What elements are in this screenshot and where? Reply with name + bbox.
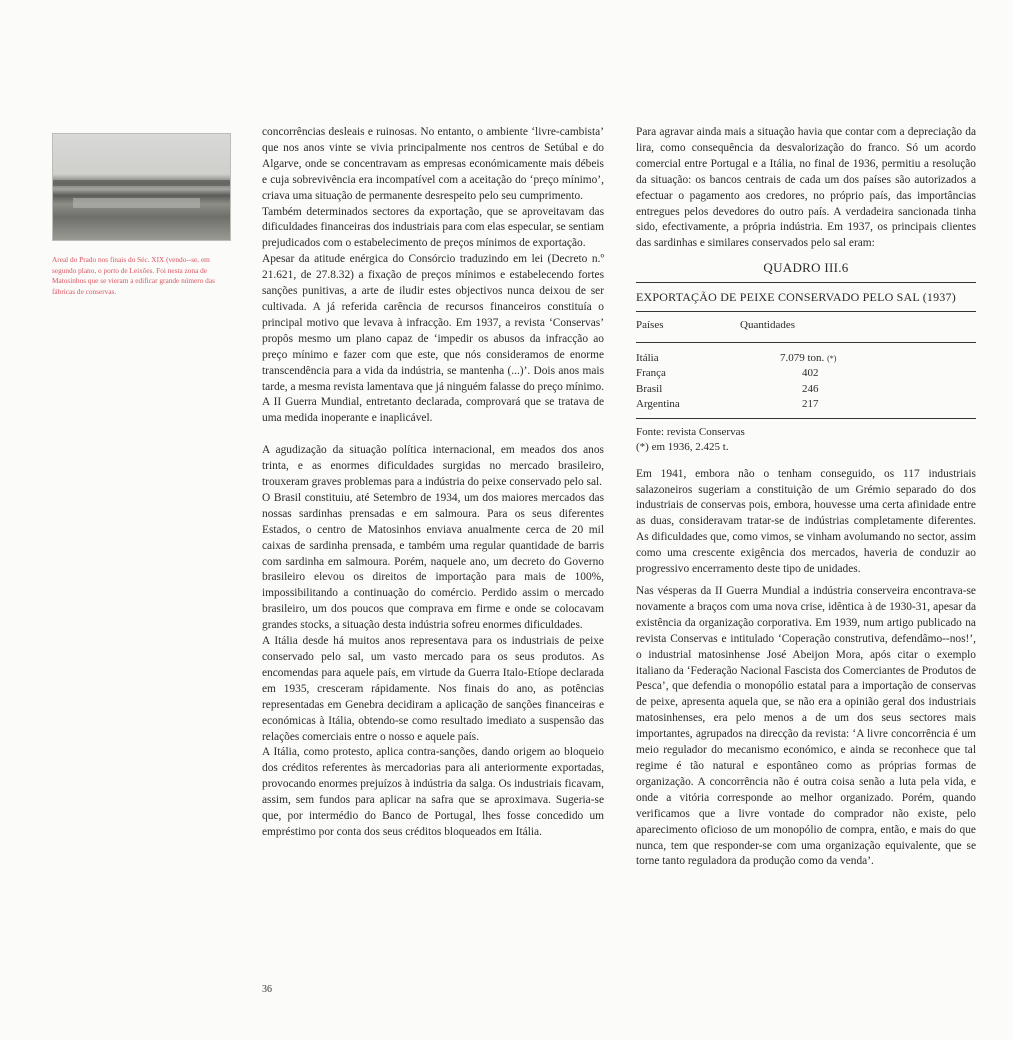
- photo-caption: Areal do Prado nos finais do Séc. XIX (vendo--se, em segundo plano, o porto de Leixões. Foi nesta zona de Matosinhos que se vieram a edificar grande número das fábricas de conservas.: [52, 255, 215, 296]
- table-source: Fonte: revista Conservas: [636, 425, 745, 438]
- paragraph: concorrências desleais e ruinosas. No entanto, o ambiente ‘livre-cambista’ que nos anos vinte se vivia principalmente nos centros de Setúbal e do Algarve, onde se concentravam as empresas económicamente mais débeis e cuja sobrevivência era incompatível com a aceitação do ‘preço mínimo’, criava uma situação de permanente desrespeito pelo seu cumprimento.: [262, 126, 604, 202]
- paragraph: Apesar da atitude enérgica do Consórcio traduzindo em lei (Decreto n.º 21.621, de 27.8.32) a fixação de preços mínimos e estabelecendo fortes sanções punitivas, a arte de iludir estes objectivos nunca deixou de ser cultivada. A já referida carência de recursos financeiros constituía o principal motivo que levava à infracção. Em 1937, a revista ‘Conservas’ propôs mesmo um plano capaz de ‘impedir os abusos da infracção ao preço mínimo e fazer com que este, que nós consideramos de enorme transcendência para a vida da indústria, se mantenha (...)’. Dois anos mais tarde, a mesma revista lamentava que já ninguém falasse do preço mínimo. A II Guerra Mundial, entretanto declarada, comprovará que se tratava de uma medida inoperante e inaplicável.: [262, 253, 604, 425]
- historical-photo: [52, 133, 231, 241]
- paragraph: A Itália desde há muitos anos representava para os industriais de peixe conservado pelo sal, um vasto mercado para os seus produtos. As encomendas para aquele país, em virtude da Guerra Italo-Etíope declarada em 1935, cresceram rápidamente. Nos finais do ano, as potências representadas em Genebra decidiram a aplicação de sanções financeiras e económicas à Itália, obtendo-se como resultado imediato a suspensão das relações comerciais entre o nosso e aquele país.: [262, 635, 604, 743]
- table-title: QUADRO III.6: [763, 260, 849, 276]
- table-footnote: (*) em 1936, 2.425 t.: [636, 440, 729, 453]
- table-row: Brasil 246: [636, 382, 819, 395]
- text-column-left: [262, 125, 604, 841]
- paragraph: Nas vésperas da II Guerra Mundial a indústria conserveira encontrava-se novamente a braços com uma nova crise, idêntica à de 1930-31, apesar da existência da organização corporativa. Em 1939, num artigo publicado na revista Conservas e intitulado ‘Coperação construtiva, defendâmo--nos!’, o industrial matosinhense José Abeijon Mora, após citar o exemplo italiano da ‘Federação Nacional Fascista dos Comerciantes de Produtos de Pesca’, que defendia o monopólio estatal para a importação de conservas de peixe, apresenta aquela que, se não era a opinião geral dos industriais matosinhenses, era pelo menos a de um dos seus sectores mais importantes, agrupados na direcção da revista: ‘A livre concorrência é um meio regulador do mecanismo económico, e ainda se reconhece que tal regime é tão natural e espontâneo como as próprias formas de organização. A concorrência não é outra coisa senão a luta pela vida, e onde a vitória corresponde ao melhor organizado. Porém, quando verificamos que a livre vontade do comprador não existe, pelo aparecimento oficioso de um monopólio de compra, então, e mais do que nunca, tem que responder-se com uma organização equivalente, que se torne tanto reguladora da produção como da venda’.: [636, 585, 976, 868]
- table-row: França 402: [636, 367, 819, 380]
- text-column-right: [636, 125, 976, 870]
- paragraph: A Itália, como protesto, aplica contra-sanções, dando origem ao bloqueio dos créditos referentes às mercadorias para ali anteriormente exportadas, provocando enormes prejuízos à indústria da salga. Os industriais ficavam, assim, sem fundos para aplicar na safra que se aproximava. Sugeria-se que, por intermédio do Banco de Portugal, lhes fosse concedido um empréstimo por conta dos seus créditos bloqueados em Itália.: [262, 746, 604, 838]
- col-header-quantity: Quantidades: [740, 319, 795, 332]
- table-subtitle: EXPORTAÇÃO DE PEIXE CONSERVADO PELO SAL (1937): [636, 290, 956, 305]
- page-number: 36: [262, 984, 272, 995]
- export-table: [636, 312, 976, 419]
- paragraph: Para agravar ainda mais a situação havia que contar com a depreciação da lira, como consequência da desvalorização do franco. Só um acordo comercial entre Portugal e a Itália, no final de 1936, permitiu a resolução da situação: os bancos centrais de cada um dos países são autorizados a efectuar o pagamento aos credores, no próprio país, das importâncias entregues pelos devedores do outro país. A verdadeira sancionada tinha sido, efectivamente, a própria indústria. Em 1937, os principais clientes das sardinhas e similares conservados pelo sal eram:: [636, 126, 976, 250]
- table-row: Argentina 217: [636, 398, 819, 411]
- paragraph: Em 1941, embora não o tenham conseguido, os 117 industriais salazoneiros sugeriam a constituição de um Grémio separado do dos industriais de conservas pois, embora, houvesse uma certa afinidade entre as duas, consideravam tratar-se de indústrias completamente diferentes. As dificuldades que, como vimos, se vinham avolumando no sector, assim como uma crescente exigência dos mercados, haveria de conduzir ao progressivo encerramento deste tipo de unidades.: [636, 467, 976, 576]
- paragraph: A agudização da situação política internacional, em meados dos anos trinta, e as enormes dificuldades surgidas no mercado brasileiro, trouxeram graves problemas para a indústria do peixe conservado pelo sal.: [262, 444, 604, 489]
- table-row: Itália 7.079 ton. (*): [636, 351, 837, 364]
- paragraph: Também determinados sectores da exportação, que se aproveitavam das dificuldades financeiras dos industriais para com elas especular, se sentiam prejudicados com o estabelecimento de preços mínimos de exportação.: [262, 205, 604, 250]
- col-header-country: Países: [636, 319, 664, 332]
- paragraph: O Brasil constituiu, até Setembro de 1934, um dos maiores mercados das nossas sardinhas prensadas e em salmoura. Para os seus diferentes Estados, o centro de Matosinhos enviava anualmente cerca de 20 mil caixas de sardinha prensada, e também uma regular quantidade de barris com sardinha em salmoura. Porém, naquele ano, um decreto do Governo brasileiro elevou os direitos de importação para mais de 100%, impossibilitando a continuação do comércio. Perdido assim o mercado brasileiro, um dos poucos que comprava em firme e onde se colocavam grandes stocks, a situação desta indústria sofreu enormes dificuldades.: [262, 491, 604, 632]
